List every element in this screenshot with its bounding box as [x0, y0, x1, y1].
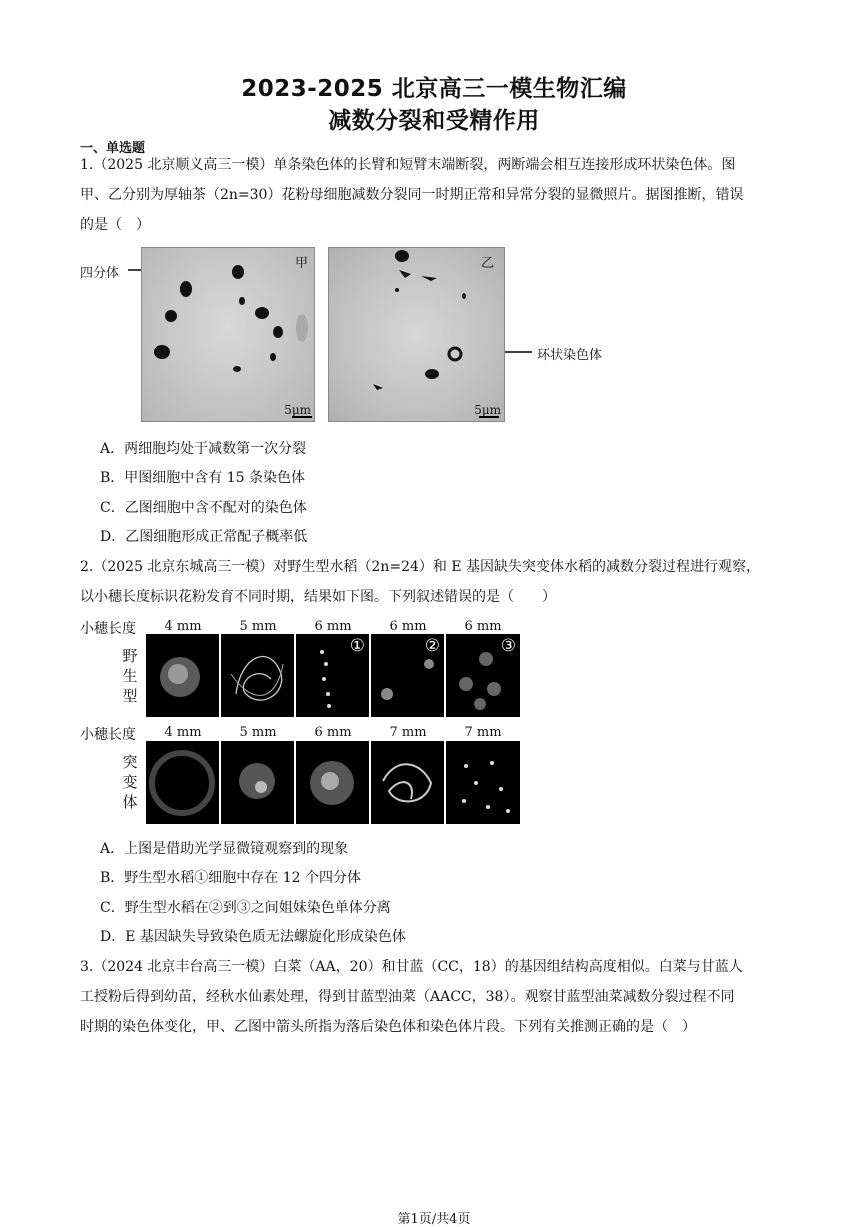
wild-col-5: 6 mm [464, 619, 502, 634]
q3-line-1: 3.（2024 北京丰台高三一模）白菜（AA，20）和甘蓝（CC，18）的基因组结构高度相似。白菜与甘蓝人 [80, 959, 743, 975]
mark-2: ② [424, 636, 440, 656]
wild-panel-2 [221, 634, 294, 717]
question-3-text [80, 952, 800, 1042]
section-heading: 一、单选题 [80, 141, 146, 156]
mutant-label-char-3: 体 [122, 793, 138, 811]
mutant-panel-1-cells [146, 741, 219, 824]
q3-line-2: 工授粉后得到幼苗，经秋水仙素处理，得到甘蓝型油菜（AACC，38）。观察甘蓝型油菜减数分裂过程不同 [80, 989, 735, 1005]
mutant-panel-4 [371, 741, 444, 824]
q2-option-a[interactable]: A．上图是借助光学显微镜观察到的现象 [100, 841, 349, 857]
q1-option-d[interactable]: D．乙图细胞形成正常配子概率低 [100, 529, 308, 545]
mutant-panel-4-cells [371, 741, 444, 824]
wild-label-char-2: 生 [122, 667, 138, 685]
mutant-panel-2 [221, 741, 294, 824]
q1-line-1: 1.（2025 北京顺义高三一模）单条染色体的长臂和短臂末端断裂，两断端会相互连接形成环状染色体。图 [80, 157, 736, 173]
wild-col-1: 4 mm [164, 619, 202, 634]
spikelet-length-header-wild: 小穗长度 [80, 621, 136, 637]
mutant-col-5: 7 mm [464, 725, 502, 740]
wild-label-char-3: 型 [122, 687, 138, 705]
q1-option-c[interactable]: C．乙图细胞中含不配对的染色体 [100, 500, 307, 516]
q3-line-3: 时期的染色体变化，甲、乙图中箭头所指为落后染色体和染色体片段。下列有关推测正确的是（ ） [80, 1019, 696, 1035]
q1-option-b[interactable]: B．甲图细胞中含有 15 条染色体 [100, 470, 306, 486]
wild-panel-2-cells [221, 634, 294, 717]
mutant-label-char-2: 变 [122, 773, 138, 791]
tetrad-label: 四分体 [80, 266, 120, 281]
mark-1: ① [349, 636, 365, 656]
scale-bar-b: 5μm [474, 403, 501, 417]
mark-3: ③ [500, 636, 516, 656]
mutant-label [118, 752, 142, 812]
wild-panel-5 [446, 634, 520, 717]
q2-line-1: 2.（2025 北京东城高三一模）对野生型水稻（2n=24）和 E 基因缺失突变体水稻的减数分裂过程进行观察， [80, 559, 761, 575]
wild-panel-3 [296, 634, 369, 717]
mutant-label-char-1: 突 [122, 753, 138, 771]
mutant-panel-3 [296, 741, 369, 824]
micrograph-a [141, 247, 315, 422]
page-footer: 第1页/共4页 [397, 1212, 471, 1227]
mutant-panel-3-cells [296, 741, 369, 824]
mutant-col-2: 5 mm [239, 725, 277, 740]
wild-type-label [118, 646, 142, 706]
chromosome-blobs-a [142, 248, 314, 421]
mutant-panel-5-cells [446, 741, 520, 824]
mutant-panel-1 [146, 741, 219, 824]
panel-b-label: 乙 [480, 256, 494, 271]
q2-option-b[interactable]: B．野生型水稻①细胞中存在 12 个四分体 [100, 870, 362, 886]
mutant-col-3: 6 mm [314, 725, 352, 740]
wild-panel-4 [371, 634, 444, 717]
doc-title: 2023-2025 北京高三一模生物汇编 [241, 76, 627, 102]
wild-col-2: 5 mm [239, 619, 277, 634]
panel-a-label: 甲 [294, 256, 308, 271]
q2-line-2: 以小穗长度标识花粉发育不同时期，结果如下图。下列叙述错误的是（ ） [80, 589, 556, 605]
micrograph-b [328, 247, 505, 422]
wild-col-3: 6 mm [314, 619, 352, 634]
ring-chromosome-label: 环状染色体 [537, 348, 603, 363]
q1-line-2: 甲、乙分别为厚轴茶（2n=30）花粉母细胞减数分裂同一时期正常和异常分裂的显微照片。据图推断，错误 [80, 187, 744, 203]
wild-panel-1-cells [146, 634, 219, 717]
question-2-text [80, 552, 800, 612]
chromosome-blobs-b [329, 248, 504, 421]
mutant-panel-2-cells [221, 741, 294, 824]
mutant-col-4: 7 mm [389, 725, 427, 740]
wild-col-4: 6 mm [389, 619, 427, 634]
doc-subtitle: 减数分裂和受精作用 [328, 108, 540, 134]
q2-option-c[interactable]: C．野生型水稻在②到③之间姐妹染色单体分离 [100, 900, 391, 916]
q1-line-3: 的是（ ） [80, 217, 150, 233]
wild-label-char-1: 野 [122, 647, 138, 665]
spikelet-length-header-mutant: 小穗长度 [80, 727, 136, 743]
mutant-col-1: 4 mm [164, 725, 202, 740]
mutant-panel-5 [446, 741, 520, 824]
q1-option-a[interactable]: A．两细胞均处于减数第一次分裂 [100, 441, 307, 457]
q2-option-d[interactable]: D．E 基因缺失导致染色质无法螺旋化形成染色体 [100, 929, 406, 945]
scale-bar-a: 5μm [284, 403, 311, 417]
wild-panel-1 [146, 634, 219, 717]
